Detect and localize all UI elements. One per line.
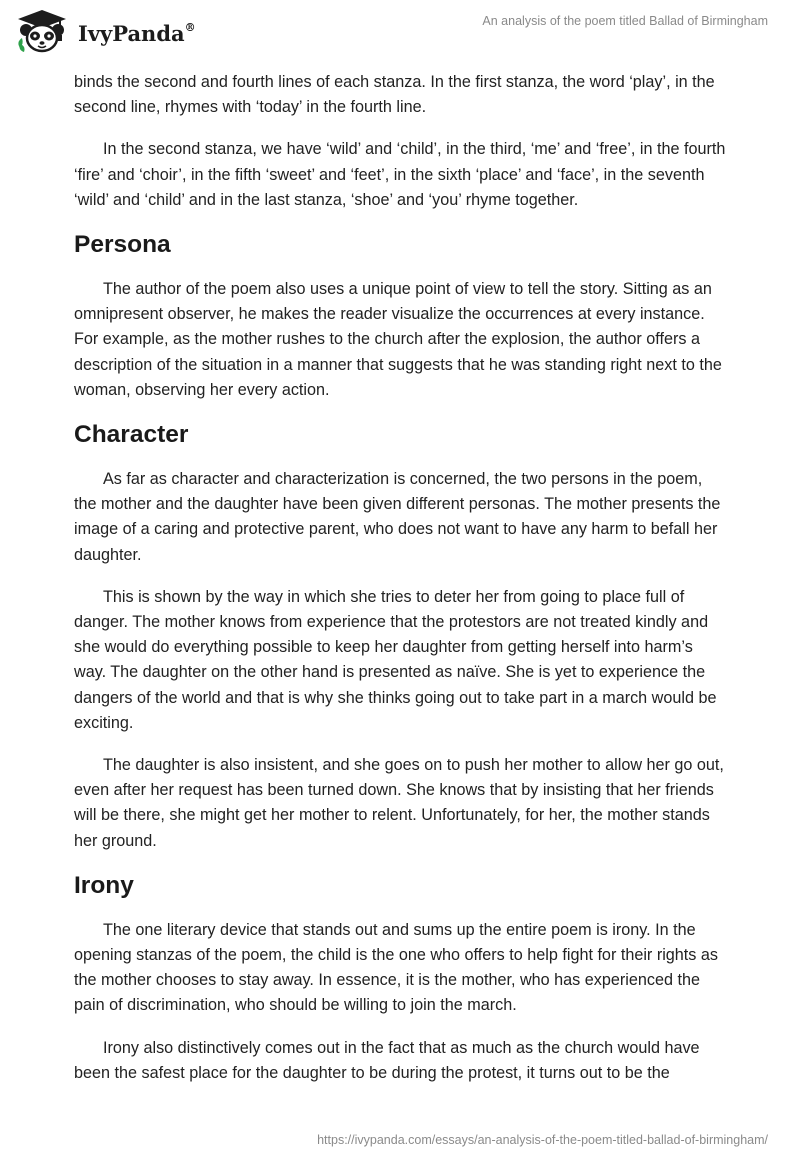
source-url[interactable]: https://ivypanda.com/essays/an-analysis-of-the-poem-titled-ballad-of-birmingham/ (317, 1133, 768, 1147)
paragraph: In the second stanza, we have ‘wild’ and ‘child’, in the third, ‘me’ and ‘free’, in the fourth ‘fire’ and ‘choir’, in the fifth ‘sweet’ and ‘feet’, in the sixth ‘place’ and ‘face’, in the seventh ‘wild’ and ‘child’ and in the last stanza, ‘shoe’ and ‘you’ rhyme together. (74, 140, 726, 209)
essay-body (74, 70, 726, 1103)
paragraph: The daughter is also insistent, and she goes on to push her mother to allow her go out, even after her request has been turned down. She knows that by insisting that her friends will be there, she might get her mother to relent. Unfortunately, for her, the mother stands her ground. (74, 756, 724, 850)
section-heading-irony: Irony (74, 871, 134, 899)
panda-graduation-cap-icon (14, 8, 70, 56)
page-header (0, 0, 800, 60)
paragraph: The author of the poem also uses a unique point of view to tell the story. Sitting as an omnipresent observer, he makes the reader visualize the occurrences at every instance. For example, as the mother rushes to the church after the explosion, the author offers a description of the situation in a manner that suggests that he was standing right next to the woman, observing her every action. (74, 280, 722, 399)
paragraph: binds the second and fourth lines of each stanza. In the first stanza, the word ‘play’, in the second line, rhymes with ‘today’ in the fourth line. (74, 73, 715, 117)
paragraph: The one literary device that stands out and sums up the entire poem is irony. In the opening stanzas of the poem, the child is the one who offers to help fight for their rights as the mother chooses to stay away. In essence, it is the mother, who has experienced the pain of discrimination, who should be willing to join the march. (74, 920, 718, 1015)
document-title: An analysis of the poem titled Ballad of Birmingham (482, 14, 768, 28)
brand-logo[interactable] (14, 8, 196, 56)
paragraph: As far as character and characterization is concerned, the two persons in the poem, the mother and the daughter have been given different personas. The mother presents the image of a caring and protective parent, who does not want to have any harm to befall her daughter. (74, 470, 721, 564)
brand-name: IvyPanda® (78, 20, 196, 46)
paragraph: This is shown by the way in which she tries to deter her from going to place full of danger. The mother knows from experience that the protestors are not treated kindly and she would do everything possible to keep her daughter from getting herself into harm’s way. The daughter on the other hand is presented as naïve. She is yet to experience the dangers of the world and that is why she thinks going out to take part in a march would be exciting. (74, 587, 717, 732)
section-heading-persona: Persona (74, 231, 171, 259)
section-heading-character: Character (74, 421, 189, 449)
paragraph: Irony also distinctively comes out in the fact that as much as the church would have been the safest place for the daughter to be during the protest, it turns out to be the (74, 1038, 700, 1082)
